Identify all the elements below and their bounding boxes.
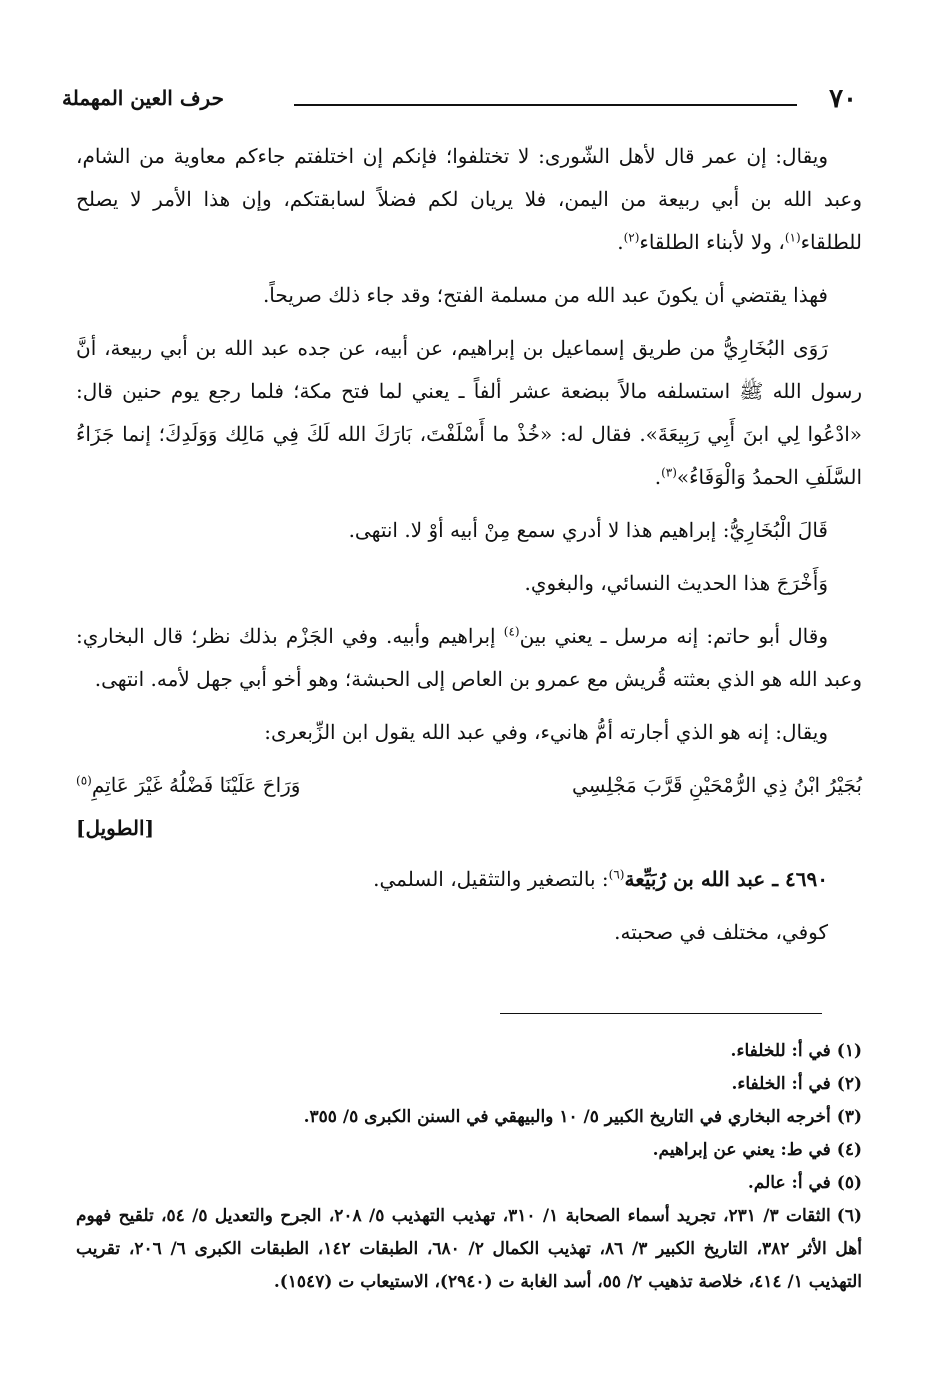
paragraph: [76, 135, 862, 264]
paragraph-text: رَوَى البُخَارِيُّ من طريق إسماعيل بن إبراهيم، عن أبيه، عن جده عبد الله بن أبي ربيعة، أنَّ رسول الله ﷺ استسلفه مالاً ببضعة عشر ألفاً ـ يعني لما فتح مكة؛ فلما رجع يوم حنين قال: «ادْعُوا لِي ابنَ أَبِي رَبِيعَةَ». فقال له: «خُذْ ما أَسْلَفْتَ، بَارَكَ الله لَكَ فِي مَالِك وَوَلَدِكَ؛ إنما جَزَاءُ السَّلَفِ الحمدُ وَالْوَفَاءُ»: [76, 336, 862, 489]
footnote-item: [76, 1134, 862, 1167]
footnote-label: (١): [836, 1041, 862, 1061]
paragraph: كوفي، مختلف في صحبته.: [614, 920, 828, 944]
paragraph-text: .: [654, 465, 662, 489]
paragraph: وَأَخْرَجَ هذا الحديث النسائي، والبغوي.: [524, 571, 828, 595]
footnote-label: (٣): [836, 1107, 862, 1127]
page-header: [62, 84, 857, 120]
poem-second-hemistich-wrap: [76, 764, 300, 807]
footnote-label: (٦): [836, 1206, 863, 1226]
footnotes: [76, 1035, 862, 1299]
footnote-item: [76, 1068, 862, 1101]
poem-verse: [76, 764, 862, 807]
paragraph-text: وقال أبو حاتم: إنه مرسل ـ يعني بين: [519, 624, 828, 648]
footnote-label: (٥): [836, 1173, 862, 1193]
footnote-item: [76, 1101, 862, 1134]
header-rule: [294, 104, 797, 106]
footnote-ref: (٢): [623, 230, 640, 245]
paragraph: قَالَ الْبُخَارِيُّ: إبراهيم هذا لا أدري سمع مِنْ أبيه أوْ لا. انتهى.: [348, 518, 828, 542]
paragraph-text: ، ولا لأبناء الطلقاء: [639, 230, 785, 254]
footnote-ref: (٤): [503, 624, 520, 639]
footnote-item: [76, 1035, 862, 1068]
footnote-separator: [500, 1013, 822, 1014]
footnote-label: (٤): [836, 1140, 862, 1160]
paragraph: فهذا يقتضي أن يكونَ عبد الله من مسلمة الفتح؛ وقد جاء ذلك صريحاً.: [262, 283, 828, 307]
page-number: ٧٠: [829, 84, 857, 114]
footnote-text: في أ: للخلفاء.: [730, 1041, 831, 1061]
paragraph: ويقال: إنه هو الذي أجارته أمُّ هانيء، وفي عبد الله يقول ابن الزِّبعرى:: [264, 720, 828, 744]
entry-text: : بالتصغير والتثقيل، السلمي.: [373, 867, 609, 891]
poem-meter: [الطويل]: [76, 816, 155, 840]
footnote-item: [76, 1167, 862, 1200]
main-text: [76, 135, 862, 964]
running-title: حرف العين المهملة: [62, 86, 224, 110]
entry-heading: ٤٦٩٠ ـ عبد الله بن رُبَيِّعة: [624, 867, 828, 891]
footnote-item: [76, 1200, 862, 1299]
paragraph: [76, 327, 862, 499]
footnote-text: الثقات ٣/ ٢٣١، تجريد أسماء الصحابة ١/ ٣١٠، تهذيب التهذيب ٥/ ٢٠٨، الجرح والتعديل ٥/ ٥٤، تلقيح فهوم أهل الأثر ٣٨٢، التاريخ الكبير ٣/ ٨٦، تهذيب الكمال ٢/ ٦٨٠، الطبقات ١٤٢، الطبقات الكبرى ٦/ ٢٠٦، تقريب التهذيب ١/ ٤١٤، خلاصة تذهيب ٢/ ٥٥، أسد الغابة ت (٢٩٤٠)، الاستيعاب ت (١٥٤٧).: [76, 1206, 862, 1292]
paragraph-text: ويقال: إن عمر قال لأهل الشّورى: لا تختلفوا؛ فإنكم إن اختلفتم جاءكم معاوية من الشام، وعبد الله بن أبي ربيعة من اليمن، فلا يريان لكم فضلاً لسابقتكم، وإن هذا الأمر لا يصلح للطلقاء: [76, 144, 862, 254]
paragraph-text: .: [617, 230, 624, 254]
footnote-ref: (٥): [76, 773, 92, 788]
paragraph-text: إبراهيم وأبيه. وفي الجَزْم بذلك نظر؛ قال البخاري: وعبد الله هو الذي بعثته قُريش مع عمرو بن العاص إلى الحبشة؛ وهو أخو أبي جهل لأمه. انتهى.: [76, 624, 862, 691]
footnote-text: في ط: يعني عن إبراهيم.: [652, 1140, 831, 1160]
footnote-text: في أ: الخلفاء.: [731, 1074, 831, 1094]
footnote-text: أخرجه البخاري في التاريخ الكبير ٥/ ١٠ والبيهقي في السنن الكبرى ٥/ ٣٥٥.: [303, 1107, 831, 1127]
poem-first-hemistich: بُجَيْرُ ابْنُ ذِي الرُّمْحَيْنِ قَرَّبَ مَجْلِسِي: [572, 773, 862, 797]
footnote-ref: (١): [784, 230, 801, 245]
footnote-text: في أ: عالم.: [747, 1173, 831, 1193]
footnote-ref: (٣): [661, 465, 677, 480]
paragraph: [76, 615, 862, 701]
footnote-ref: (٦): [608, 867, 625, 882]
footnote-label: (٢): [836, 1074, 862, 1094]
poem-second-hemistich: وَرَاحَ عَلَيْنَا فَضْلُهُ غَيْرَ عَاتِمِ: [91, 773, 301, 797]
entry-paragraph: [76, 858, 862, 901]
